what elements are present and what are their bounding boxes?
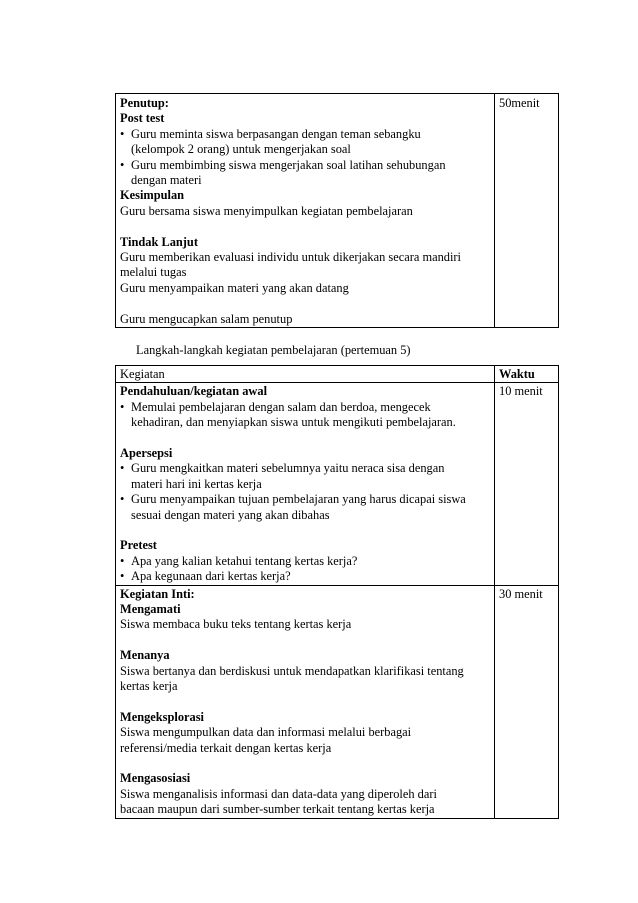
apersepsi-bullet-2: • Guru menyampaikan tujuan pembelajaran yang harus dicapai siswa sesuai dengan materi yang akan dibahas xyxy=(120,492,491,523)
post-test-bullet-1: • Guru meminta siswa berpasangan dengan teman sebangku (kelompok 2 orang) untuk mengerjakan soal xyxy=(120,127,491,158)
pretest-bullet-1: • Apa yang kalian ketahui tentang kertas kerja? xyxy=(120,554,491,569)
followup-line: melalui tugas xyxy=(120,265,187,280)
intro-title: Pendahuluan/kegiatan awal xyxy=(120,384,268,399)
explore-line: Siswa mengumpulkan data dan informasi melalui berbagai xyxy=(120,725,412,740)
header-time: Waktu xyxy=(495,366,559,383)
followup-line: Guru menyampaikan materi yang akan datang xyxy=(120,280,349,295)
pretest-title: Pretest xyxy=(120,538,157,553)
ask-line: Siswa bertanya dan berdiskusi untuk mendapatkan klarifikasi tentang xyxy=(120,663,464,678)
spacer xyxy=(120,431,491,446)
associate-title: Mengasosiasi xyxy=(120,771,191,786)
intro-bullet: • Memulai pembelajaran dengan salam dan berdoa, mengecek kehadiran, dan menyiapkan siswa untuk mengikuti pembelajaran. xyxy=(120,400,491,431)
core-row xyxy=(116,585,559,818)
spacer xyxy=(120,694,491,709)
intro-time-cell: 10 menit xyxy=(495,383,559,585)
activities-table xyxy=(115,365,559,819)
spacer xyxy=(120,633,491,648)
post-test-title: Post test xyxy=(120,111,165,126)
explore-line: referensi/media terkait dengan kertas kerja xyxy=(120,740,332,755)
ask-line: kertas kerja xyxy=(120,679,178,694)
closing-time-cell: 50menit xyxy=(495,94,559,328)
spacer xyxy=(120,523,491,538)
closing-table xyxy=(115,93,559,328)
spacer xyxy=(120,219,491,234)
observe-text: Siswa membaca buku teks tentang kertas kerja xyxy=(120,617,352,632)
associate-line: bacaan maupun dari sumber-sumber terkait tentang kertas kerja xyxy=(120,802,435,817)
header-activity: Kegiatan xyxy=(116,366,495,383)
core-activity-cell xyxy=(116,585,495,818)
conclusion-text: Guru bersama siswa menyimpulkan kegiatan pembelajaran xyxy=(120,203,413,218)
followup-title: Tindak Lanjut xyxy=(120,234,198,249)
spacer xyxy=(120,756,491,771)
followup-line: Guru memberikan evaluasi individu untuk dikerjakan secara mandiri xyxy=(120,250,461,265)
post-test-bullet-2: • Guru membimbing siswa mengerjakan soal latihan sehubungan dengan materi xyxy=(120,158,491,189)
ask-title: Menanya xyxy=(120,648,170,663)
intro-activity-cell xyxy=(116,383,495,585)
core-title: Kegiatan Inti: xyxy=(120,586,195,601)
intro-row xyxy=(116,383,559,585)
closing-activity-cell xyxy=(116,94,495,328)
conclusion-title: Kesimpulan xyxy=(120,188,185,203)
observe-title: Mengamati xyxy=(120,602,181,617)
explore-title: Mengeksplorasi xyxy=(120,709,204,724)
closing-greeting: Guru mengucapkan salam penutup xyxy=(120,311,293,326)
spacer xyxy=(120,296,491,311)
table-header-row xyxy=(116,366,559,383)
apersepsi-title: Apersepsi xyxy=(120,446,173,461)
closing-row xyxy=(116,94,559,328)
table-caption: Langkah-langkah kegiatan pembelajaran (pertemuan 5) xyxy=(136,343,411,357)
closing-title: Penutup: xyxy=(120,96,169,110)
associate-line: Siswa menganalisis informasi dan data-data yang diperoleh dari xyxy=(120,786,437,801)
pretest-bullet-2: • Apa kegunaan dari kertas kerja? xyxy=(120,569,491,584)
core-time-cell: 30 menit xyxy=(495,585,559,818)
apersepsi-bullet-1: • Guru mengkaitkan materi sebelumnya yaitu neraca sisa dengan materi hari ini kertas kerja xyxy=(120,461,491,492)
